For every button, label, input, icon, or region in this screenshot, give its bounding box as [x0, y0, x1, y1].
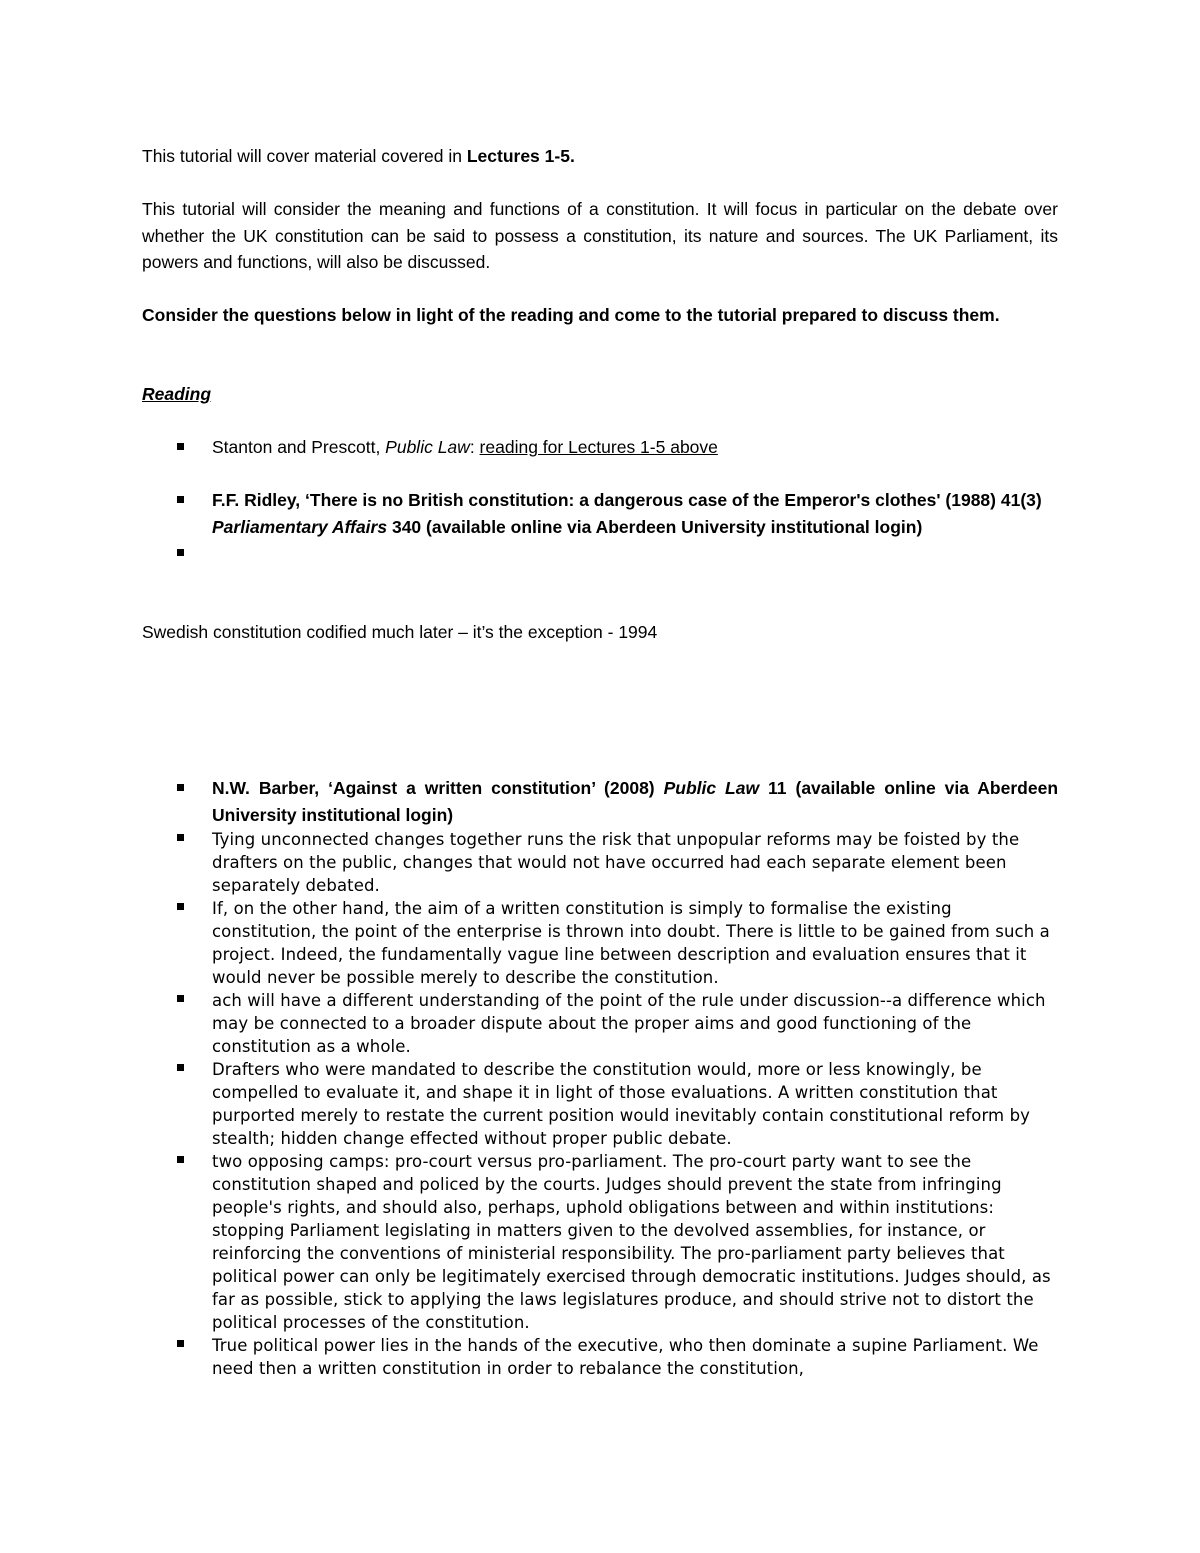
- quote-text: ach will have a different understanding of the point of the rule under discussion--a difference which may be connected to a broader dispute about the proper aims and good functioning of the constitution as a whole.: [212, 991, 1046, 1056]
- tutorial-description: This tutorial will consider the meaning and functions of a constitution. It will focus in particular on the debate over whether the UK constitution can be said to possess a constitution, its nature and sources. The UK Parliament, its powers and functions, will also be discussed.: [142, 199, 1058, 272]
- quote-text: True political power lies in the hands of the executive, who then dominate a supine Parliament. We need then a written constitution in order to rebalance the constitution,: [212, 1336, 1039, 1378]
- list-item: [142, 540, 1058, 567]
- bullet-square-icon: [177, 1064, 184, 1071]
- reading-list-1: [142, 434, 1058, 461]
- bullet-square-icon: [177, 834, 184, 841]
- bullet-square-icon: [177, 995, 184, 1002]
- bullet-square-icon: [177, 549, 184, 556]
- ridley-citation-end: 340 (available online via Aberdeen University institutional login): [387, 516, 923, 537]
- bullet-square-icon: [177, 1340, 184, 1347]
- ridley-citation: F.F. Ridley, ‘There is no British constitution: a dangerous case of the Emperor's clothes' (1988) 41(3): [212, 490, 1042, 510]
- list-item: [142, 487, 1058, 540]
- ridley-journal: Parliamentary Affairs: [212, 516, 388, 537]
- list-item: [142, 897, 1058, 989]
- list-item: [142, 434, 1058, 461]
- bullet-square-icon: [177, 443, 184, 450]
- reading-lectures-link[interactable]: reading for Lectures 1-5 above: [479, 437, 718, 457]
- reading-item-colon: :: [469, 437, 480, 457]
- intro-line: [142, 143, 1058, 170]
- quote-text: Drafters who were mandated to describe the constitution would, more or less knowingly, be compelled to evaluate it, and shape it in light of those evaluations. A written constitution that purported merely to restate the current position would inevitably contain constitutional reform by stealth; hidden change effected without proper public debate.: [212, 1060, 1031, 1148]
- intro-line-text: This tutorial will cover material covered in: [142, 146, 467, 166]
- list-item: [142, 1150, 1058, 1334]
- quote-text: Tying unconnected changes together runs the risk that unpopular reforms may be foisted by the drafters on the public, changes that would not have occurred had each separate element been separately debated.: [212, 830, 1020, 895]
- quotes-list: [142, 828, 1058, 1380]
- reading-heading-text: Reading: [142, 384, 212, 404]
- swedish-note: Swedish constitution codified much later – it’s the exception - 1994: [142, 622, 658, 642]
- list-item: [142, 989, 1058, 1058]
- quote-text: If, on the other hand, the aim of a written constitution is simply to formalise the existing constitution, the point of the enterprise is thrown into doubt. There is little to be gained from such a project. Indeed, the fundamentally vague line between description and evaluation ensures that it would never be possible merely to describe the constitution.: [212, 899, 1050, 987]
- bullet-square-icon: [177, 903, 184, 910]
- list-item: [142, 1058, 1058, 1150]
- list-item: [142, 1334, 1058, 1380]
- reading-list-2: [142, 487, 1058, 567]
- barber-journal: Public Law: [663, 778, 760, 798]
- bullet-square-icon: [177, 1156, 184, 1163]
- list-item: [142, 775, 1058, 828]
- barber-citation-end: 11 (available online via Aberdeen University institutional login): [212, 778, 1059, 825]
- lectures-range: Lectures 1-5.: [466, 146, 575, 166]
- bullet-square-icon: [177, 496, 184, 503]
- tutorial-instruction: Consider the questions below in light of the reading and come to the tutorial prepared to discuss them.: [142, 305, 1000, 325]
- reading-heading: [142, 381, 1058, 408]
- barber-citation: N.W. Barber, ‘Against a written constitution’ (2008): [212, 778, 664, 798]
- quote-text: two opposing camps: pro-court versus pro-parliament. The pro-court party want to see the constitution shaped and policed by the courts. Judges should prevent the state from infringing people's rights, and should also, perhaps, uphold obligations between and within institutions: stopping Parliament legislating in matters given to the devolved assemblies, for instance, or reinforcing the conventions of ministerial responsibility. The pro-parliament party believes that political power can only be legitimately exercised through democratic institutions. Judges should, as far as possible, stick to applying the laws legislatures produce, and should strive not to distort the political processes of the constitution.: [212, 1152, 1051, 1332]
- reading-item-prefix: Stanton and Prescott,: [212, 437, 386, 457]
- reading-item-title: Public Law: [385, 437, 470, 457]
- list-item: [142, 828, 1058, 897]
- barber-list: [142, 775, 1058, 828]
- bullet-square-icon: [177, 784, 184, 791]
